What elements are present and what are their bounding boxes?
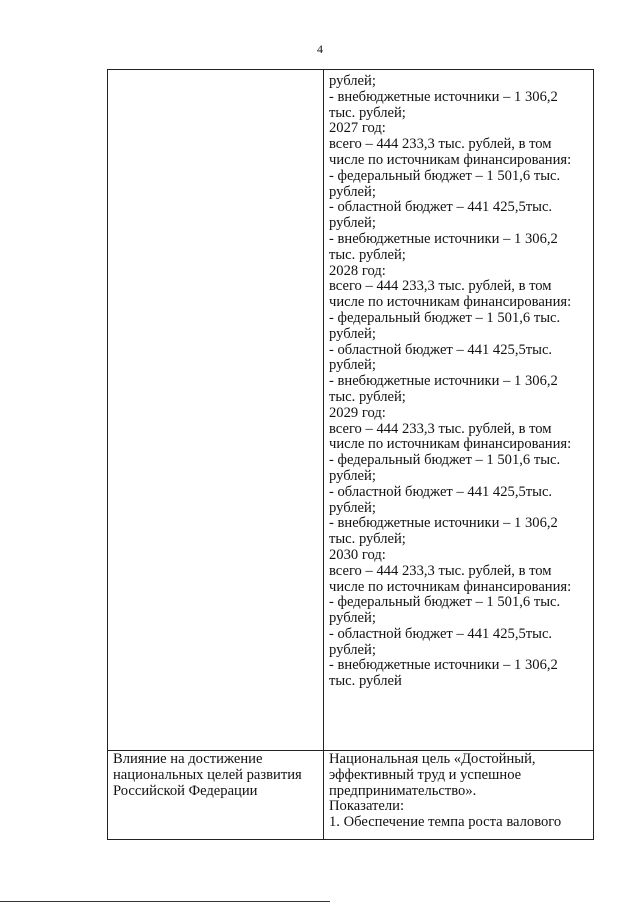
table-row-impact: [108, 751, 594, 840]
text-line: национальных целей развития: [113, 766, 302, 783]
text-line: тыс. рублей;: [329, 388, 406, 405]
text-line: - внебюджетные источники – 1 306,2: [329, 515, 558, 532]
text-line: всего – 444 233,3 тыс. рублей, в том: [329, 136, 552, 153]
text-line: Национальная цель «Достойный,: [329, 751, 536, 767]
funding-label-cell: [108, 70, 324, 751]
text-line: 2028 год:: [329, 262, 386, 279]
funding-value-cell: [324, 70, 594, 751]
text-line: числе по источникам финансирования:: [329, 578, 572, 595]
text-line: 2029 год:: [329, 404, 386, 421]
text-line: Показатели:: [329, 798, 405, 815]
text-line: рублей;: [329, 610, 376, 627]
text-line: всего – 444 233,3 тыс. рублей, в том: [329, 278, 552, 295]
text-line: - федеральный бюджет – 1 501,6 тыс.: [329, 452, 561, 469]
text-line: всего – 444 233,3 тыс. рублей, в том: [329, 562, 552, 579]
text-line: Влияние на достижение: [113, 751, 263, 767]
text-line: рублей;: [329, 467, 376, 484]
text-line: - внебюджетные источники – 1 306,2: [329, 657, 558, 674]
text-line: числе по источникам финансирования:: [329, 436, 572, 453]
text-line: рублей;: [329, 499, 376, 516]
text-line: тыс. рублей;: [329, 531, 406, 548]
text-line: тыс. рублей;: [329, 104, 406, 121]
text-line: предпринимательство».: [329, 782, 477, 799]
text-line: тыс. рублей: [329, 673, 402, 690]
text-line: - областной бюджет – 441 425,5тыс.: [329, 199, 553, 216]
text-line: - федеральный бюджет – 1 501,6 тыс.: [329, 167, 561, 184]
text-line: рублей;: [329, 357, 376, 374]
text-line: 2027 год:: [329, 120, 386, 137]
text-line: рублей;: [329, 641, 376, 658]
passport-table: [107, 69, 594, 840]
text-line: рублей;: [329, 183, 376, 200]
text-line: - внебюджетные источники – 1 306,2: [329, 373, 558, 390]
text-line: - федеральный бюджет – 1 501,6 тыс.: [329, 309, 561, 326]
text-line: 2030 год:: [329, 546, 386, 563]
text-line: 1. Обеспечение темпа роста валового: [329, 814, 562, 831]
text-line: - федеральный бюджет – 1 501,6 тыс.: [329, 594, 561, 611]
text-line: - областной бюджет – 441 425,5тыс.: [329, 341, 553, 358]
text-line: числе по источникам финансирования:: [329, 151, 572, 168]
text-line: рублей;: [329, 215, 376, 232]
text-line: эффективный труд и успешное: [329, 766, 522, 783]
text-line: - областной бюджет – 441 425,5тыс.: [329, 625, 553, 642]
table-row-funding: [108, 70, 594, 751]
text-line: всего – 444 233,3 тыс. рублей, в том: [329, 420, 552, 437]
text-line: Российской Федерации: [113, 782, 258, 799]
page-number: 4: [317, 42, 323, 56]
text-line: рублей;: [329, 325, 376, 342]
footnote-divider: [0, 901, 330, 902]
text-line: - внебюджетные источники – 1 306,2: [329, 88, 558, 105]
text-line: тыс. рублей;: [329, 246, 406, 263]
text-line: - областной бюджет – 441 425,5тыс.: [329, 483, 553, 500]
impact-value-cell: [324, 751, 594, 840]
text-line: рублей;: [329, 73, 376, 89]
text-line: числе по источникам финансирования:: [329, 294, 572, 311]
text-line: - внебюджетные источники – 1 306,2: [329, 230, 558, 247]
impact-label-cell: [108, 751, 324, 840]
